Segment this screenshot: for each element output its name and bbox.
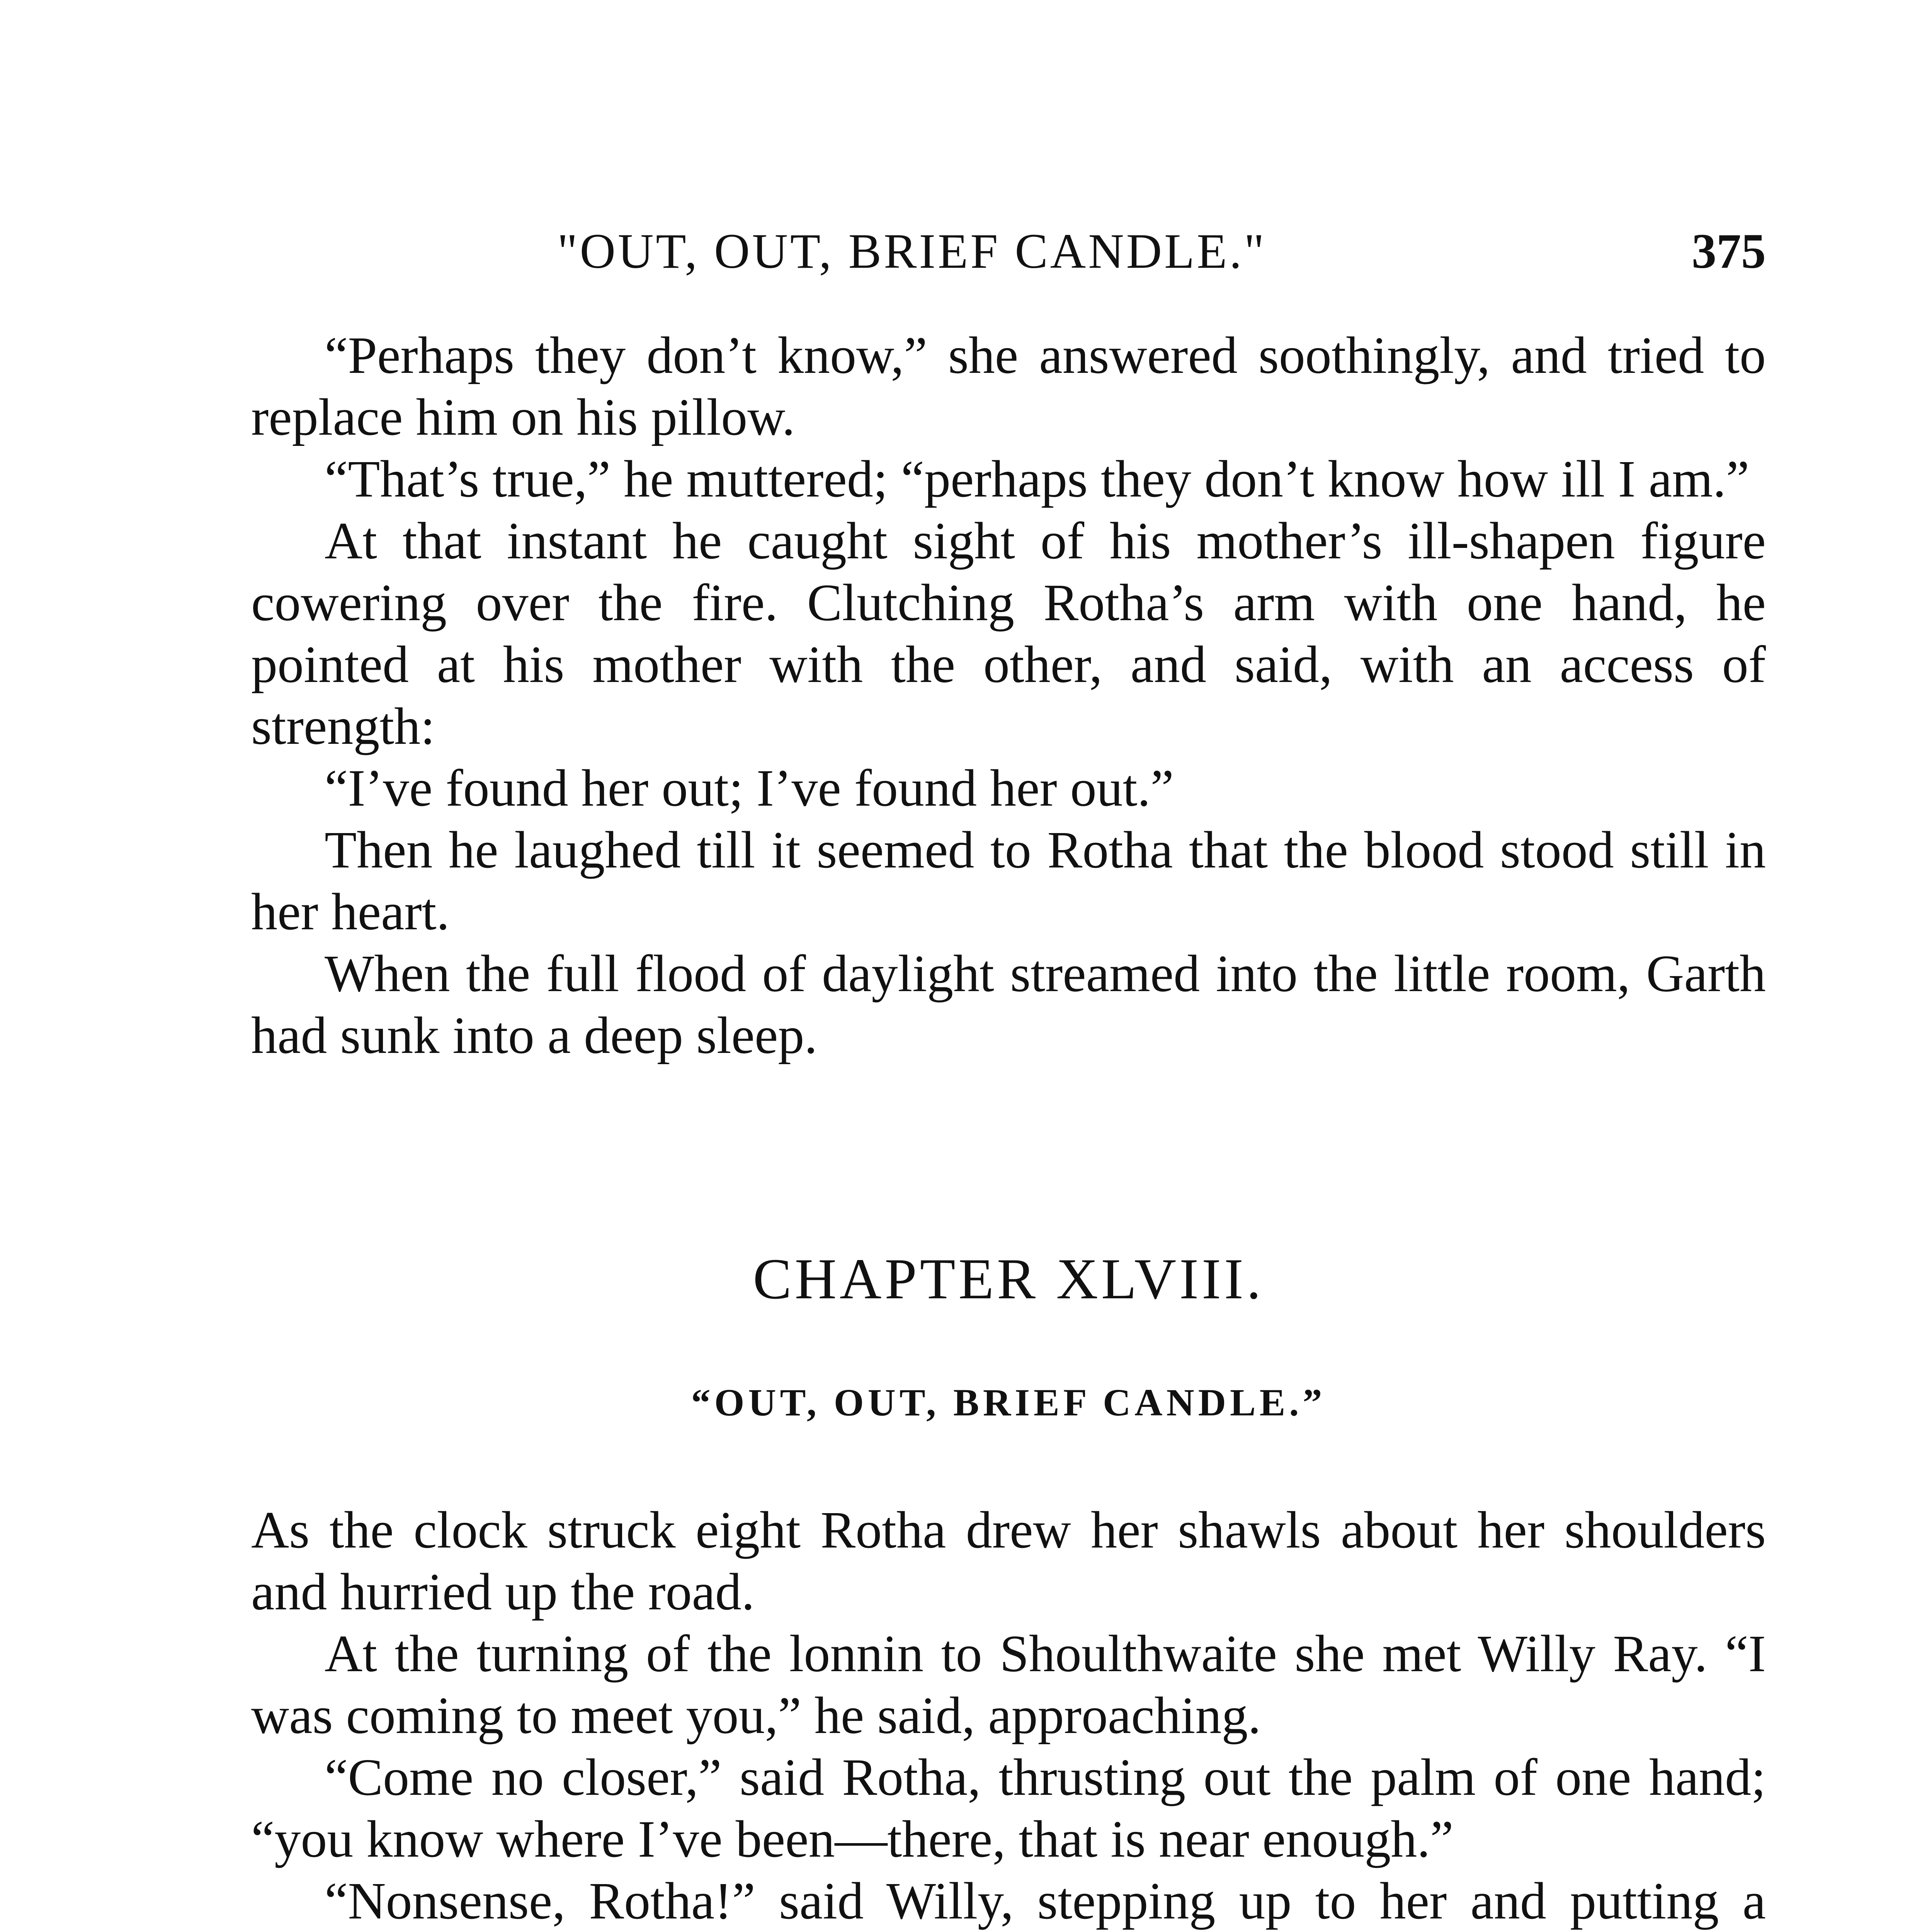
paragraph: “Come no closer,” said Rotha, thrusting out the palm of one hand; “you know where I’ve been—there, that is near enough.” — [251, 1748, 1766, 1868]
previous-chapter-text — [251, 325, 1766, 1066]
paragraph: At that instant he caught sight of his mother’s ill-shapen figure cowering over the fire. Clutching Rotha’s arm with one hand, he pointed at his mother with the other, and said, with an access of strength: — [251, 512, 1766, 755]
running-head — [251, 216, 1766, 294]
paragraph: “Nonsense, Rotha!” said Willy, stepping up to her and putting a — [325, 1872, 1766, 1930]
paragraph: “That’s true,” he muttered; “perhaps they don’t know how ill I am.” — [325, 450, 1750, 508]
chapter-heading: CHAPTER XLVIII. — [753, 1247, 1264, 1311]
chapter-text — [251, 1499, 1766, 1932]
paragraph: “Perhaps they don’t know,” she answered soothingly, and tried to replace him on his pillow. — [251, 327, 1766, 446]
running-title: "OUT, OUT, BRIEF CANDLE." — [557, 224, 1267, 279]
paragraph: As the clock struck eight Rotha drew her shawls about her shoulders and hurried up the road. — [251, 1501, 1766, 1621]
chapter-subtitle: “OUT, OUT, BRIEF CANDLE.” — [691, 1381, 1326, 1424]
paragraph: Then he laughed till it seemed to Rotha that the blood stood still in her heart. — [251, 821, 1766, 941]
paragraph: “I’ve found her out; I’ve found her out.” — [325, 759, 1174, 817]
paragraph: At the turning of the lonnin to Shoulthwaite she met Willy Ray. “I was coming to meet you,” he said, approaching. — [251, 1625, 1766, 1745]
paragraph: When the full flood of daylight streamed into the little room, Garth had sunk into a deep sleep. — [251, 945, 1766, 1065]
page-number: 375 — [1692, 224, 1766, 279]
